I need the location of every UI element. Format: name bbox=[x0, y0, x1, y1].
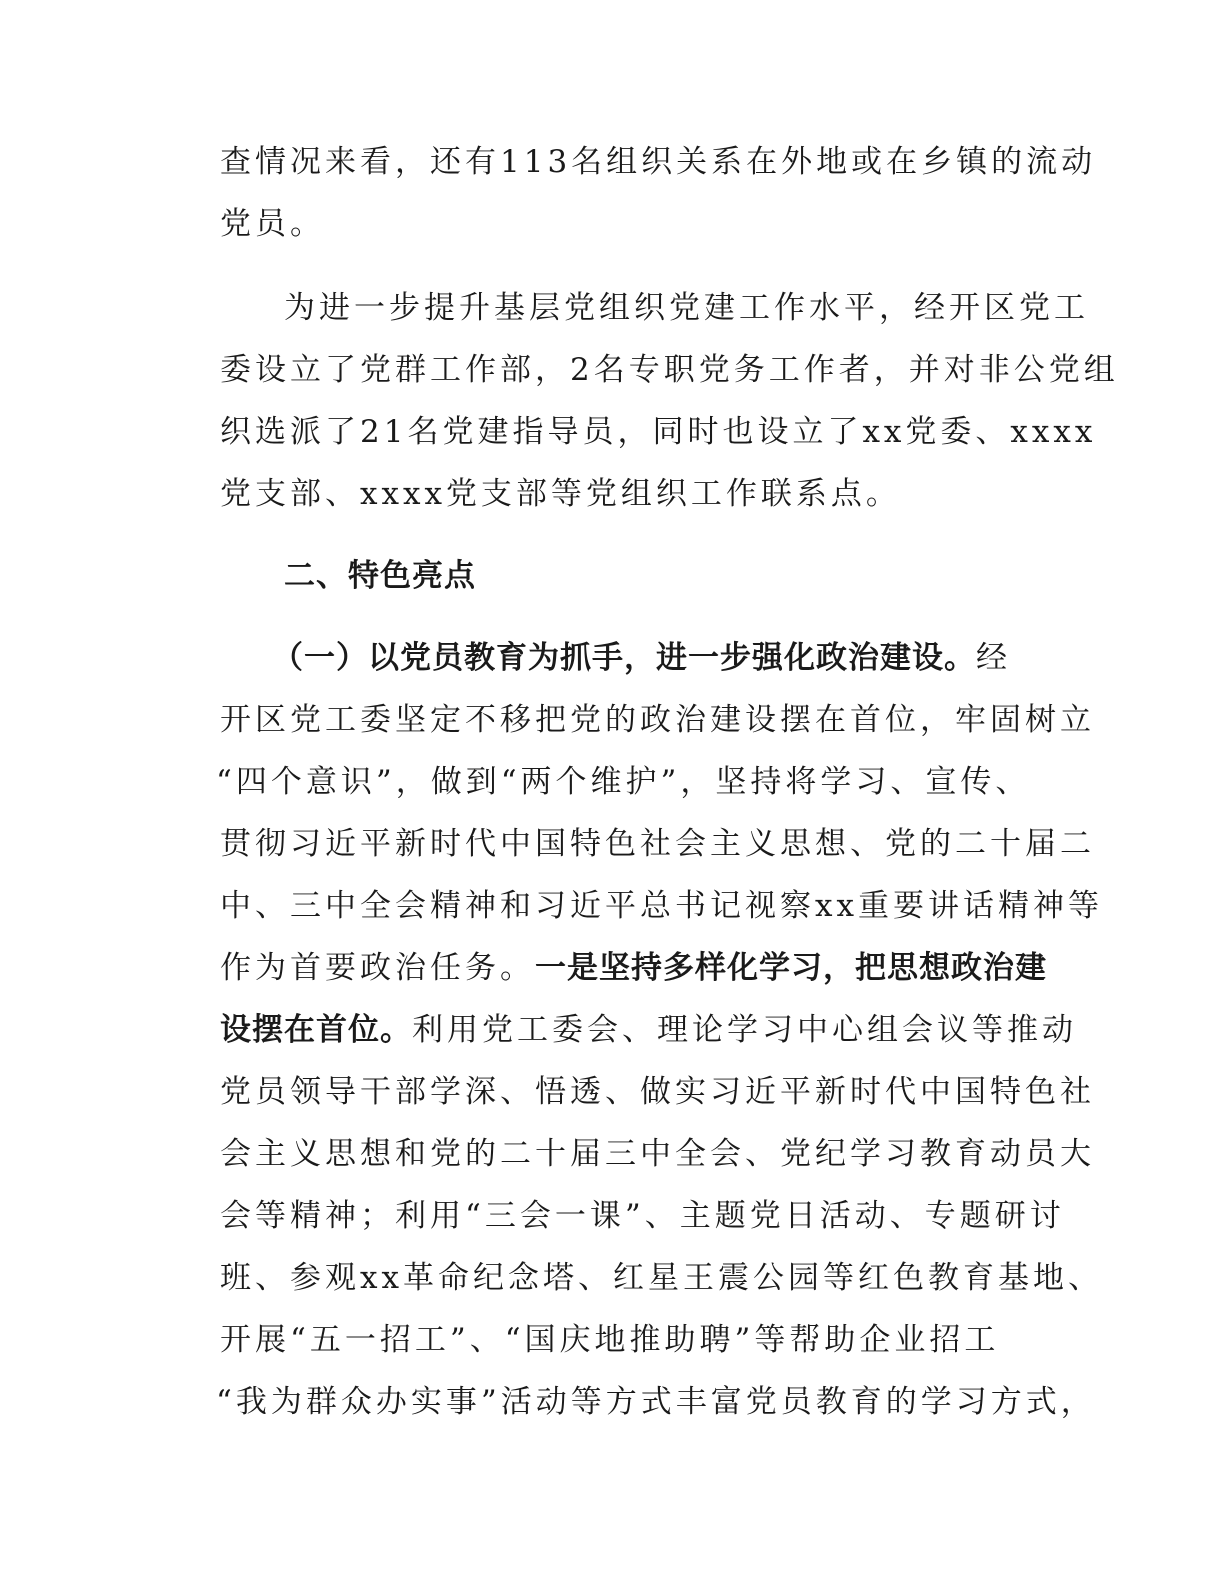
text-span: 作为首要政治任务。 bbox=[220, 950, 535, 986]
text-line: 会主义思想和党的二十届三中全会、党纪学习教育动员大 bbox=[220, 1136, 1095, 1172]
text-line: 开区党工委坚定不移把党的政治建设摆在首位，牢固树立 bbox=[220, 702, 1095, 738]
text-line: “四个意识”，做到“两个维护”，坚持将学习、宣传、 bbox=[216, 764, 1031, 800]
text-line: 中、三中全会精神和习近平总书记视察xx重要讲话精神等 bbox=[220, 888, 1103, 924]
bold-span: 一是坚持多样化学习，把思想政治建 bbox=[535, 950, 1047, 986]
text-line: “我为群众办实事”活动等方式丰富党员教育的学习方式， bbox=[216, 1384, 1096, 1420]
text-line: 委设立了党群工作部，2名专职党务工作者，并对非公党组 bbox=[220, 352, 1119, 388]
subsection-first-line bbox=[272, 636, 1011, 680]
text-line: 查情况来看，还有113名组织关系在外地或在乡镇的流动 bbox=[220, 144, 1097, 180]
text-line: 贯彻习近平新时代中国特色社会主义思想、党的二十届二 bbox=[220, 826, 1095, 862]
mixed-line bbox=[220, 946, 1047, 990]
paragraph-first-line: 为进一步提升基层党组织党建工作水平，经开区党工 bbox=[284, 290, 1089, 326]
text-line: 开展“五一招工”、“国庆地推助聘”等帮助企业招工 bbox=[220, 1322, 1000, 1358]
text-span: 利用党工委会、理论学习中心组会议等推动 bbox=[412, 1012, 1077, 1048]
text-line: 会等精神；利用“三会一课”、主题党日活动、专题研讨 bbox=[220, 1198, 1065, 1234]
section-heading: 二、特色亮点 bbox=[284, 558, 476, 594]
text-line: 织选派了21名党建指导员，同时也设立了xx党委、xxxx bbox=[220, 414, 1097, 450]
text-line: 班、参观xx革命纪念塔、红星王震公园等红色教育基地、 bbox=[220, 1260, 1103, 1296]
text-line: 党员。 bbox=[220, 206, 325, 242]
text-span: 经 bbox=[976, 640, 1011, 676]
mixed-line bbox=[220, 1008, 1077, 1052]
text-line: 党员领导干部学深、悟透、做实习近平新时代中国特色社 bbox=[220, 1074, 1095, 1110]
subsection-title: （一）以党员教育为抓手，进一步强化政治建设。 bbox=[272, 640, 976, 676]
text-line: 党支部、xxxx党支部等党组织工作联系点。 bbox=[220, 476, 901, 512]
bold-span: 设摆在首位。 bbox=[220, 1012, 412, 1048]
